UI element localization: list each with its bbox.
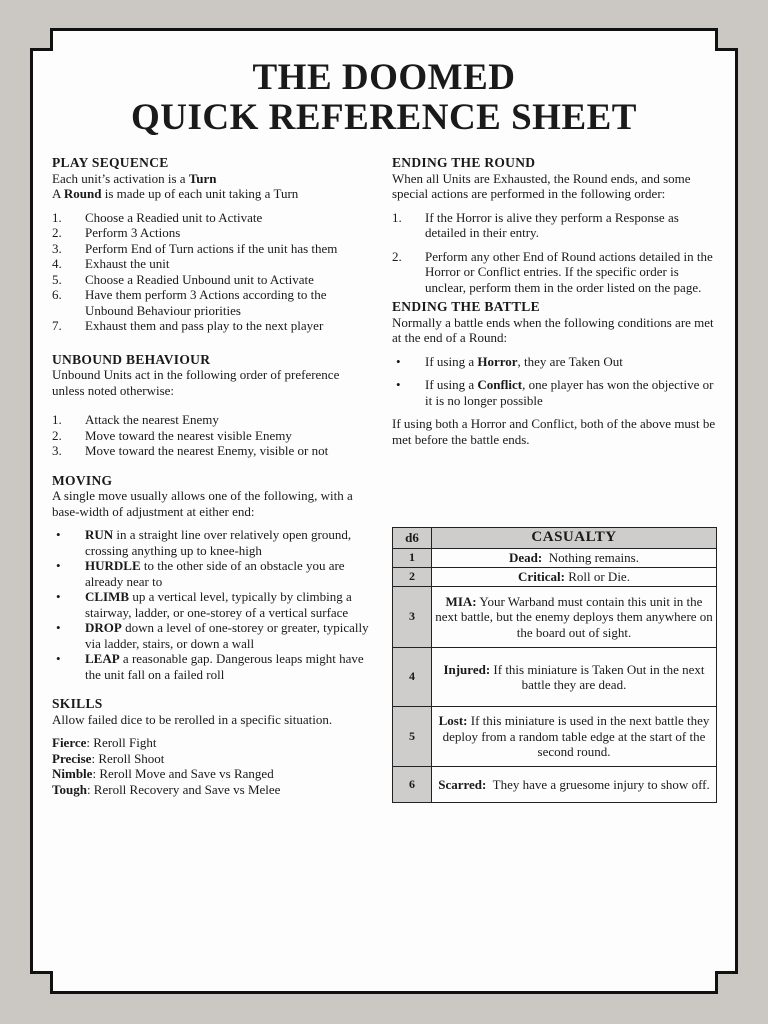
move-type: LEAP	[85, 651, 120, 666]
step-text: Exhaust them and pass play to the next player	[85, 318, 324, 333]
unbound-behaviour-section	[52, 352, 374, 459]
table-row	[393, 707, 717, 767]
skill-name: Nimble	[52, 766, 93, 781]
table-header-row	[393, 528, 717, 549]
title-line-2: QUICK REFERENCE SHEET	[131, 97, 637, 138]
unbound-steps	[52, 412, 374, 459]
skills-heading: SKILLS	[52, 696, 103, 711]
list-item	[392, 354, 718, 370]
bullet: •	[56, 651, 61, 666]
ending-battle-outro: If using both a Horror and Conflict, both of the above must be met before the battle ends.	[392, 416, 716, 447]
step-number: 1.	[52, 412, 62, 427]
roll-number: 3	[393, 587, 432, 648]
result-cell	[432, 587, 717, 648]
table-row	[393, 568, 717, 587]
skill-item	[52, 766, 374, 782]
step-text: Move toward the nearest visible Enemy	[85, 427, 292, 443]
condition-term: Conflict	[477, 377, 523, 392]
list-item	[52, 558, 374, 589]
moving-list	[52, 527, 374, 682]
roll-number: 4	[393, 648, 432, 707]
skill-text: : Reroll Recovery and Save vs Melee	[86, 781, 281, 797]
ending-round-heading: ENDING THE ROUND	[392, 155, 536, 170]
unbound-intro: Unbound Units act in the following order of preference unless noted otherwise:	[52, 367, 340, 398]
list-item	[52, 287, 374, 318]
step-text: Exhaust the unit	[85, 256, 170, 271]
roll-number: 1	[393, 549, 432, 568]
table-row	[393, 648, 717, 707]
step-number: 1.	[52, 209, 62, 225]
step-text: Perform any other End of Round actions detailed in the Horror or Conflict entries. If the specific order is unclear, perform them in the order listed on the page.	[425, 248, 713, 295]
step-number: 7.	[52, 318, 62, 333]
bullet: •	[56, 558, 61, 573]
result-cell	[432, 648, 717, 707]
list-item	[52, 272, 374, 288]
list-item	[52, 241, 374, 257]
list-item	[392, 210, 718, 241]
play-sequence-steps	[52, 210, 374, 334]
step-text: Have them perform 3 Actions according to the Unbound Behaviour priorities	[85, 287, 327, 318]
table-row	[393, 587, 717, 648]
move-type: HURDLE	[85, 558, 141, 573]
condition-term: Horror	[477, 353, 518, 369]
ending-round-section	[392, 155, 718, 295]
bullet: •	[396, 353, 401, 369]
step-number: 1.	[392, 209, 402, 225]
turn-definition-text: Each unit’s activation is a	[52, 170, 189, 186]
result-name: Lost:	[438, 713, 468, 729]
step-text: Choose a Readied Unbound unit to Activate	[85, 271, 314, 287]
move-type: DROP	[85, 620, 122, 635]
condition-pre: If using a	[425, 377, 478, 392]
bullet: •	[396, 377, 401, 392]
step-number: 2.	[52, 225, 62, 240]
list-item	[52, 412, 374, 428]
ending-battle-list	[392, 354, 718, 409]
step-text: If the Horror is alive they perform a Response as detailed in their entry.	[425, 209, 679, 240]
round-definition-post: is made up of each unit taking a Turn	[101, 186, 299, 201]
list-item	[52, 210, 374, 226]
unbound-heading: UNBOUND BEHAVIOUR	[52, 351, 211, 367]
moving-heading: MOVING	[52, 472, 113, 488]
bullet: •	[56, 620, 61, 635]
step-text: Choose a Readied unit to Activate	[85, 209, 263, 225]
ending-round-steps	[392, 210, 718, 296]
list-item	[52, 620, 374, 651]
skill-item	[52, 782, 374, 798]
result-name: Dead:	[509, 550, 543, 566]
move-type: CLIMB	[85, 589, 130, 604]
list-item	[52, 651, 374, 682]
move-text: to the other side of an obstacle you are already near to	[85, 558, 345, 589]
step-number: 3.	[52, 443, 62, 458]
play-sequence-section	[52, 155, 374, 334]
table-row	[393, 767, 717, 803]
casualty-table	[392, 527, 717, 803]
move-text: in a straight line over relatively open ground, crossing anything up to knee-high	[85, 527, 352, 558]
result-cell	[432, 767, 717, 803]
step-text: Move toward the nearest Enemy, visible or not	[85, 443, 329, 458]
condition-text: , one player has won the objective or it is no longer possible	[425, 377, 714, 408]
skill-name: Precise	[52, 750, 92, 766]
result-text: Roll or Die.	[564, 569, 630, 585]
step-number: 4.	[52, 256, 62, 271]
roll-number: 6	[393, 767, 432, 803]
ending-round-intro: When all Units are Exhausted, the Round ends, and some special actions are performed in the following order:	[392, 170, 691, 201]
list-item	[52, 256, 374, 272]
result-text: Nothing remains.	[542, 550, 639, 566]
result-name: Injured:	[443, 661, 491, 677]
casualty-header: CASUALTY	[432, 528, 717, 549]
step-text: Attack the nearest Enemy	[85, 412, 219, 427]
round-definition-pre: A	[52, 186, 64, 201]
list-item	[52, 527, 374, 558]
skill-name: Tough	[52, 781, 87, 797]
ending-battle-heading: ENDING THE BATTLE	[392, 299, 540, 314]
result-text: If this miniature is Taken Out in the next battle they are dead.	[490, 661, 705, 692]
left-column	[52, 155, 374, 797]
move-text: a reasonable gap. Dangerous leaps might have the unit fall on a failed roll	[85, 651, 364, 682]
skill-text: : Reroll Fight	[86, 735, 157, 750]
roll-number: 2	[393, 568, 432, 587]
step-number: 3.	[52, 240, 62, 256]
result-text: If this miniature is used in the next battle they deploy from a random table edge at the start of the second round.	[442, 713, 710, 760]
move-type: RUN	[85, 527, 114, 542]
list-item	[52, 225, 374, 241]
right-column	[392, 155, 718, 447]
roll-number: 5	[393, 707, 432, 767]
play-sequence-heading: PLAY SEQUENCE	[52, 155, 169, 170]
list-item	[52, 589, 374, 620]
step-text: Perform 3 Actions	[85, 225, 181, 240]
result-text: They have a gruesome injury to show off.	[486, 776, 710, 792]
bullet: •	[56, 527, 61, 542]
skill-text: : Reroll Shoot	[91, 750, 165, 766]
round-definition	[52, 186, 374, 202]
result-cell	[432, 707, 717, 767]
title-line-1: THE DOOMED	[252, 57, 516, 98]
list-item	[392, 377, 718, 408]
ending-battle-intro: Normally a battle ends when the following conditions are met at the end of a Round:	[392, 314, 714, 345]
skill-name: Fierce	[52, 735, 87, 750]
skill-item	[52, 751, 374, 767]
turn-definition	[52, 171, 374, 187]
result-name: Scarred:	[438, 776, 487, 792]
turn-term: Turn	[188, 170, 217, 186]
moving-section	[52, 473, 374, 683]
condition-pre: If using a	[425, 353, 478, 369]
moving-intro: A single move usually allows one of the following, with a base-width of adjustment at either end:	[52, 488, 353, 519]
move-text: up a vertical level, typically by climbing a stairway, ladder, or one-storey of a vertical surface	[85, 589, 352, 620]
result-cell	[432, 549, 717, 568]
d6-header: d6	[393, 528, 432, 549]
skill-item	[52, 735, 374, 751]
move-text: down a level of one-storey or greater, typically via ladder, stairs, or down a wall	[85, 620, 369, 651]
step-number: 6.	[52, 287, 62, 302]
step-number: 2.	[52, 427, 62, 443]
skills-section	[52, 696, 374, 797]
result-name: MIA:	[445, 593, 477, 609]
result-cell	[432, 568, 717, 587]
step-number: 5.	[52, 271, 62, 287]
condition-text: , they are Taken Out	[517, 353, 623, 369]
bullet: •	[56, 589, 61, 604]
list-item	[392, 249, 718, 296]
skill-text: : Reroll Move and Save vs Ranged	[92, 766, 274, 781]
step-number: 2.	[392, 248, 402, 264]
result-text: Your Warband must contain this unit in the next battle, but the enemy deploys them anywhere on the board out of sight.	[435, 593, 713, 640]
table-row	[393, 549, 717, 568]
skills-intro: Allow failed dice to be rerolled in a specific situation.	[52, 711, 333, 727]
result-name: Critical:	[518, 569, 565, 585]
list-item	[52, 428, 374, 444]
list-item	[52, 318, 374, 334]
list-item	[52, 443, 374, 459]
step-text: Perform End of Turn actions if the unit has them	[85, 240, 338, 256]
ending-battle-section	[392, 299, 718, 447]
round-term: Round	[63, 186, 102, 201]
